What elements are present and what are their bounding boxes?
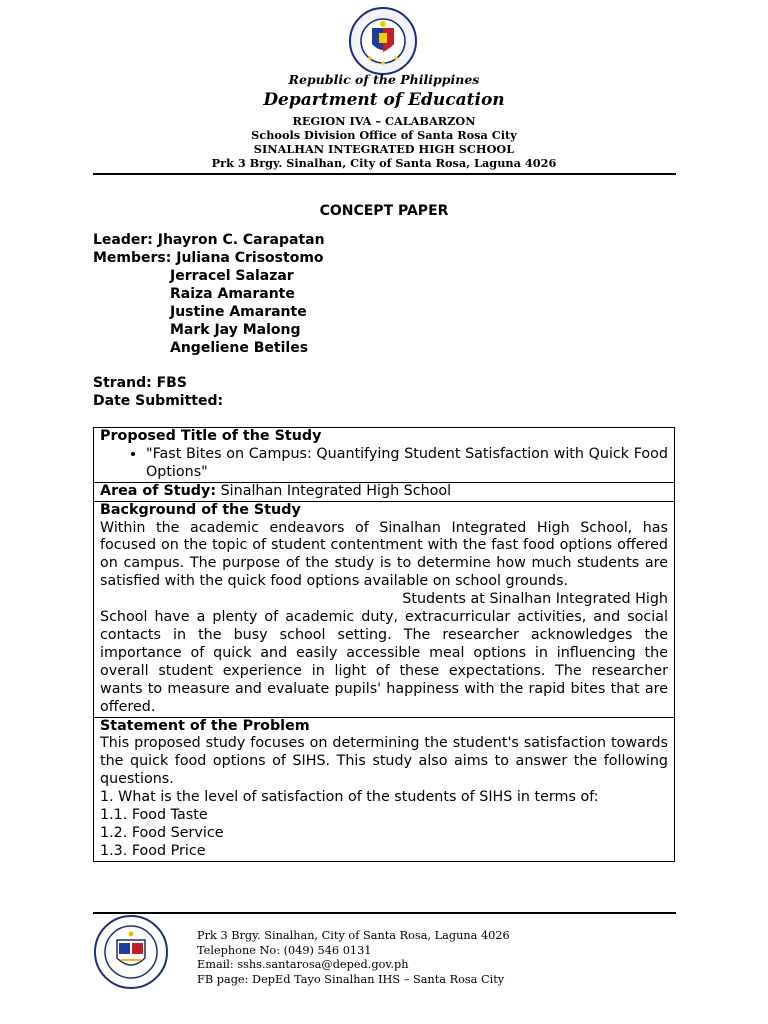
member-item: Jerracel Salazar [170,268,294,284]
proposed-title-label: Proposed Title of the Study [100,428,322,444]
member-item: Raiza Amarante [170,286,295,302]
background-row [94,501,675,717]
member-item: Justine Amarante [170,304,307,320]
member-item: Angeliene Betiles [170,340,309,356]
area-row [94,482,675,501]
department-text: Department of Education [263,90,505,110]
footer-contact [197,929,510,987]
member-item: Mark Jay Malong [170,322,301,338]
question-item: 1.3. Food Price [100,842,206,859]
republic-text: Republic of the Philippines [288,72,480,87]
school-text: SINALHAN INTEGRATED HIGH SCHOOL [253,142,515,156]
concept-table [93,427,675,862]
footer-email: Email: sshs.santarosa@deped.gov.ph [197,958,409,971]
strand-text: Strand: FBS [93,375,187,391]
header-divider [93,173,676,175]
members-label: Members: Juliana Crisostomo [93,250,324,266]
footer-fb-page: FB page: DepEd Tayo Sinalhan IHS – Santa Rosa City [197,972,505,986]
question-item: 1. What is the level of satisfaction of the students of SIHS in terms of: [100,789,599,806]
page-title: CONCEPT PAPER [319,203,449,219]
problem-label: Statement of the Problem [100,717,310,734]
question-item: 1.2. Food Service [100,824,224,841]
date-submitted-text: Date Submitted: [93,393,224,409]
footer-telephone: Telephone No: (049) 546 0131 [197,943,372,957]
background-paragraph-1: Within the academic endeavors of Sinalhan Integrated High School, has focused on the topic of student contentment with the fast food options offered on campus. The purpose of the study is to determine how much students are satisfied with the quick food options available on school grounds. [100,519,668,590]
area-label: Area of Study: [100,482,217,499]
background-label: Background of the Study [100,501,301,518]
problem-row [94,717,675,861]
footer-address: Prk 3 Brgy. Sinalhan, City of Santa Rosa, Laguna 4026 [197,929,510,942]
division-text: Schools Division Office of Santa Rosa City [251,128,517,142]
region-text: REGION IVA – CALABARZON [292,114,476,128]
deped-seal-icon [348,6,418,76]
proposed-title-row [94,428,675,483]
question-item: 1.1. Food Taste [100,807,208,824]
proposed-title-value: • "Fast Bites on Campus: Quantifying Student Satisfaction with Quick Food Options" [146,446,668,482]
leader-text: Leader: Jhayron C. Carapatan [93,232,325,248]
area-value: Sinalhan Integrated High School [216,482,452,499]
background-paragraph-2: School have a plenty of academic duty, extracurricular activities, and social contacts in the busy school setting. The researcher acknowledges the importance of quick and easily accessible meal options in influencing the overall student experience in light of these expectations. The researcher wants to measure and evaluate pupils' happiness with the rapid bites that are offered. [100,609,668,715]
footer-divider [93,912,676,914]
problem-paragraph: This proposed study focuses on determining the student's satisfaction towards the quick food options of SIHS. This study also aims to answer the following questions. [100,735,668,788]
background-paragraph-2-start: Students at Sinalhan Integrated High [402,591,668,608]
school-seal-icon [93,914,169,990]
address-text: Prk 3 Brgy. Sinalhan, City of Santa Rosa, Laguna 4026 [211,156,557,170]
